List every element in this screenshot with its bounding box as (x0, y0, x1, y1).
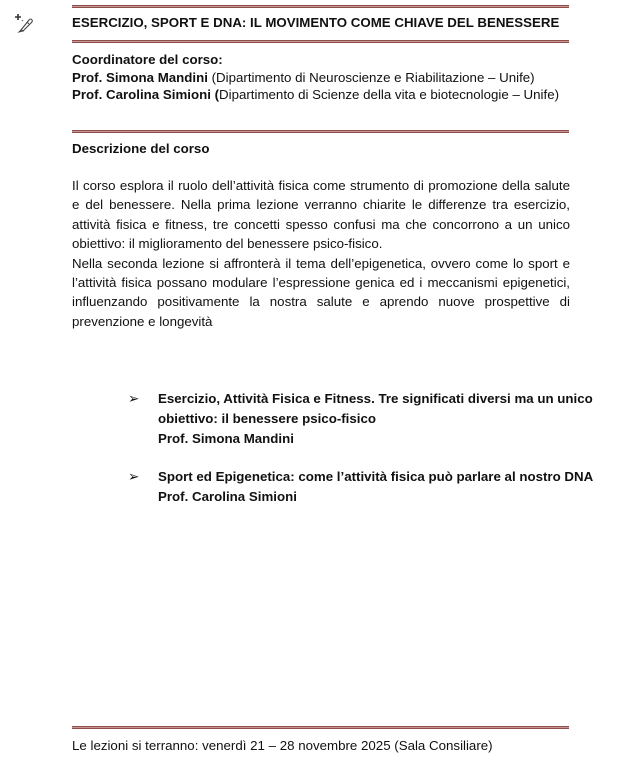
lesson-speaker: Prof. Simona Mandini (158, 431, 294, 446)
footer-rule (72, 726, 569, 729)
title-bottom-rule (72, 40, 569, 43)
description-paragraph: Il corso esplora il ruolo dell’attività fisica come strumento di promozione della salute e del benessere. Nella prima lezione verranno chiarite le differenze tra esercizio, attività fisica e fitness, tre concetti spesso confusi ma che concorrono a un unico obiettivo: il miglioramento del benessere psico-fisico. (72, 178, 570, 252)
lesson-title: Sport ed Epigenetica: come l’attività fisica può parlare al nostro DNA (158, 469, 594, 484)
description-body (72, 176, 570, 331)
arrow-bullet-icon: ➢ (128, 469, 140, 484)
coordinators-section (72, 51, 570, 104)
lesson-list (128, 389, 594, 525)
lesson-title-continued: obiettivo: il benessere psico-fisico (158, 411, 376, 426)
coordinator-name: Prof. Simona Mandini (72, 69, 208, 85)
coordinators-label: Coordinatore del corso: (72, 52, 223, 67)
description-heading: Descrizione del corso (72, 141, 210, 156)
lesson-speaker: Prof. Carolina Simioni (158, 489, 297, 504)
arrow-bullet-icon: ➢ (128, 391, 140, 406)
pen-sparkle-icon[interactable] (13, 12, 35, 34)
coordinator-affiliation: Dipartimento di Scienze della vita e biotecnologie – Unife) (219, 87, 560, 102)
coordinator-row (72, 69, 570, 87)
description-paragraph: Nella seconda lezione si affronterà il tema dell’epigenetica, ovvero come lo sport e l’attività fisica possano modulare l’espressione genica ed i meccanismi epigenetici, influenzando positivamente la nostra salute e aprendo nuove prospettive di prevenzione e longevità (72, 255, 570, 329)
document-title: ESERCIZIO, SPORT E DNA: IL MOVIMENTO COME CHIAVE DEL BENESSERE (72, 15, 560, 30)
coordinator-row (72, 86, 570, 104)
schedule-footer: Le lezioni si terranno: venerdì 21 – 28 novembre 2025 (Sala Consiliare) (72, 738, 493, 753)
section-rule (72, 130, 569, 133)
top-rule (72, 5, 569, 8)
lesson-item (128, 467, 594, 507)
lesson-item (128, 389, 593, 449)
coordinator-name: Prof. Carolina Simioni ( (72, 87, 220, 102)
coordinator-affiliation: (Dipartimento di Neuroscienze e Riabilitazione – Unife) (207, 69, 535, 85)
lesson-title: Esercizio, Attività Fisica e Fitness. Tre significati diversi ma un unico (158, 391, 593, 406)
